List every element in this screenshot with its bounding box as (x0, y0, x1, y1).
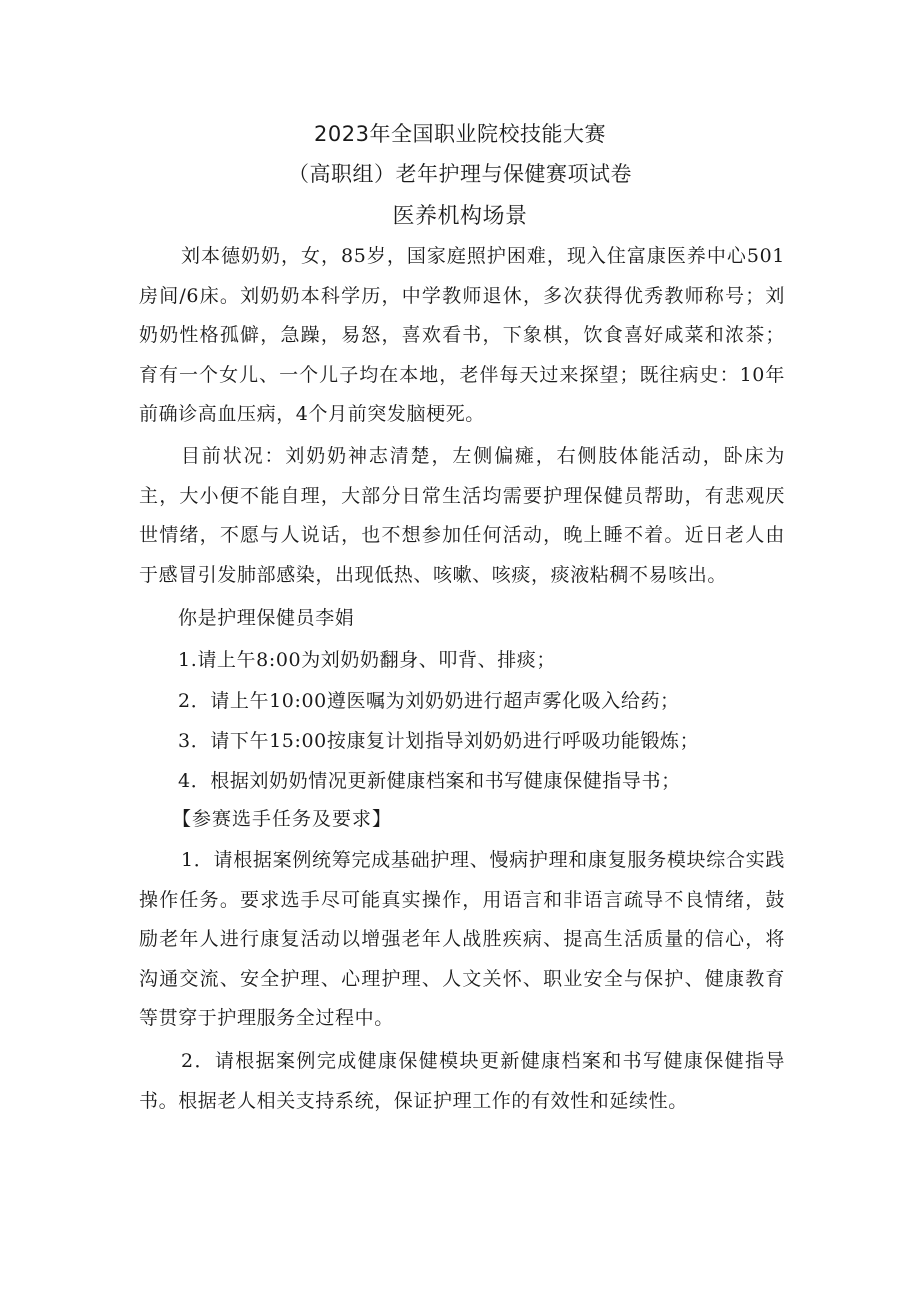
requirement-paragraph-1: 1．请根据案例统筹完成基础护理、慢病护理和康复服务模块综合实践操作任务。要求选手尽可能真实操作，用语言和非语言疏导不良情绪，鼓励老年人进行康复活动以增强老年人战胜疾病、提高生活质量的信心，将沟通交流、安全护理、心理护理、人文关怀、职业安全与保护、健康教育等贯穿于护理服务全过程中。 (139, 849, 785, 1029)
requirements-heading: 【参赛选手任务及要求】 (172, 808, 393, 830)
role-line: 你是护理保健员李娟 (178, 607, 355, 629)
title-line-3: 医养机构场景 (392, 204, 528, 229)
case-background-paragraph: 刘本德奶奶，女，85岁，国家庭照护困难，现入住富康医养中心501房间/6床。刘奶奶本科学历，中学教师退休，多次获得优秀教师称号；刘奶奶性格孤僻，急躁，易怒，喜欢看书，下象棋，饮食喜好咸菜和浓茶；育有一个女儿、一个儿子均在本地，老伴每天过来探望；既往病史：10年前确诊高血压病，4个月前突发脑梗死。 (139, 245, 785, 425)
task-item-4: 4．根据刘奶奶情况更新健康档案和书写健康保健指导书； (178, 770, 681, 792)
task-item-1: 1.请上午8:00为刘奶奶翻身、叩背、排痰； (178, 649, 556, 671)
task-item-2: 2．请上午10:00遵医嘱为刘奶奶进行超声雾化吸入给药； (178, 690, 680, 712)
requirement-paragraph-2: 2．请根据案例完成健康保健模块更新健康档案和书写健康保健指导书。根据老人相关支持系统，保证护理工作的有效性和延续性。 (139, 1050, 785, 1112)
title-line-1: 2023年全国职业院校技能大赛 (314, 122, 606, 146)
task-item-3: 3．请下午15:00按康复计划指导刘奶奶进行呼吸功能锻炼； (178, 730, 700, 752)
current-status-paragraph: 目前状况：刘奶奶神志清楚，左侧偏瘫，右侧肢体能活动，卧床为主，大小便不能自理，大部分日常生活均需要护理保健员帮助，有悲观厌世情绪，不愿与人说话，也不想参加任何活动，晚上睡不着。近日老人由于感冒引发肺部感染，出现低热、咳嗽、咳痰，痰液粘稠不易咳出。 (139, 445, 785, 586)
title-line-2: （高职组）老年护理与保健赛项试卷 (288, 162, 632, 186)
